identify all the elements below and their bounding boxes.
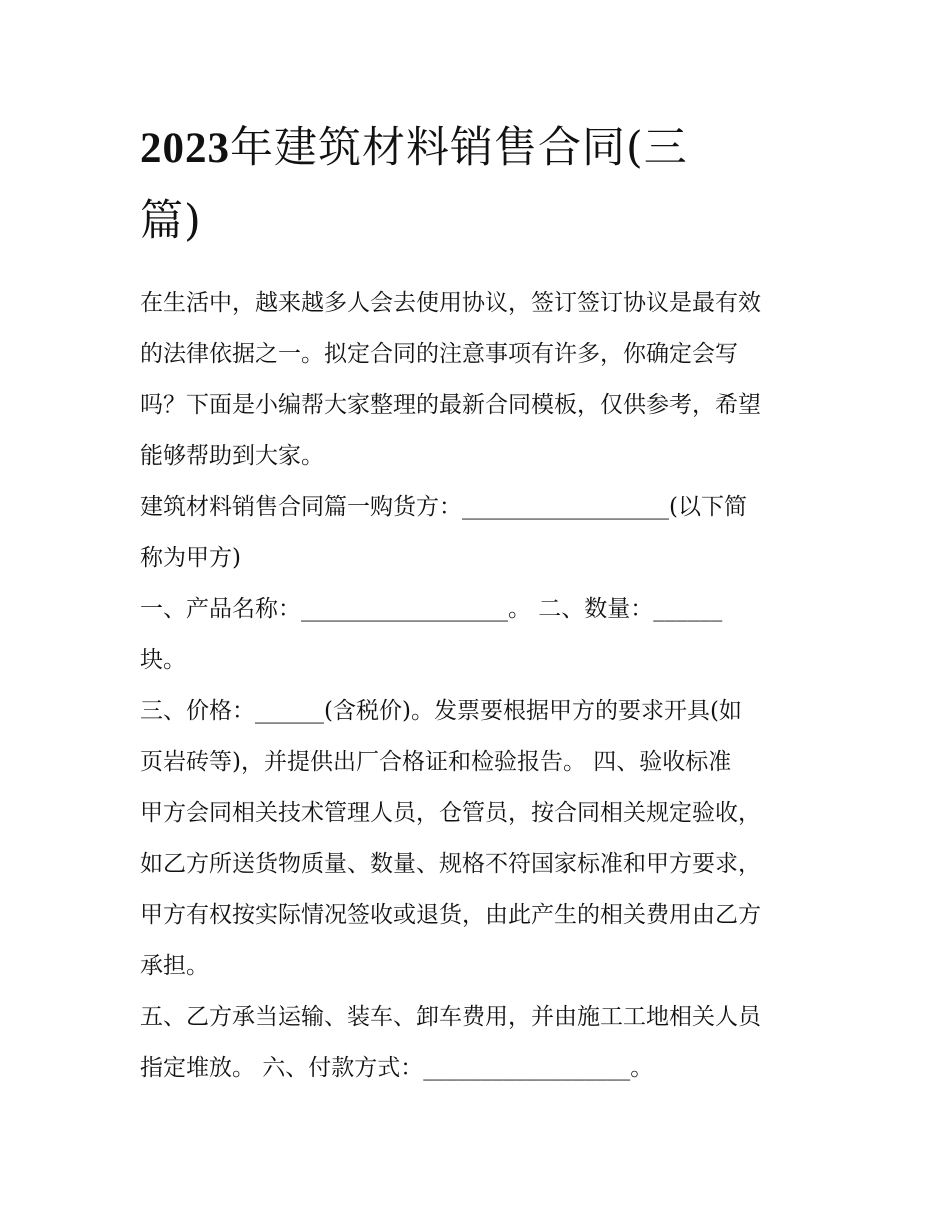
text-line: 吗？下面是小编帮大家整理的最新合同模板，仅供参考，希望	[140, 392, 761, 418]
price-acceptance-paragraph	[140, 686, 816, 992]
buyer-paragraph	[140, 482, 816, 584]
title-text-line2: 篇)	[140, 196, 202, 246]
intro-paragraph	[140, 278, 816, 482]
text-line: 指定堆放。 六、付款方式：__________________。	[140, 1055, 654, 1081]
text-line: 三、价格：______(含税价)。发票要根据甲方的要求开具(如	[140, 698, 742, 724]
transport-payment-paragraph	[140, 992, 816, 1094]
text-line: 五、乙方承当运输、装车、卸车费用，并由施工工地相关人员	[140, 1004, 761, 1030]
text-line: 块。	[140, 647, 186, 673]
text-line: 甲方有权按实际情况签收或退货，由此产生的相关费用由乙方	[140, 902, 761, 928]
text-line: 甲方会同相关技术管理人员，仓管员，按合同相关规定验收，	[140, 800, 761, 826]
document-body	[140, 278, 816, 1094]
text-line: 称为甲方)	[140, 545, 241, 571]
product-paragraph	[140, 584, 816, 686]
text-line: 如乙方所送货物质量、数量、规格不符国家标准和甲方要求，	[140, 851, 761, 877]
text-line: 能够帮助到大家。	[140, 443, 324, 469]
title-year: 2023	[140, 125, 230, 172]
title-text: 年建筑材料销售合同(三	[230, 123, 688, 173]
text-line: 一、产品名称：__________________。 二、数量：______	[140, 596, 723, 622]
text-line: 在生活中，越来越多人会去使用协议，签订签订协议是最有效	[140, 290, 761, 316]
text-line: 的法律依据之一。拟定合同的注意事项有许多，你确定会写	[140, 341, 738, 367]
document-title	[140, 112, 820, 257]
text-line: 承担。	[140, 953, 209, 979]
text-line: 建筑材料销售合同篇一购货方：__________________(以下简	[140, 494, 747, 520]
text-line: 页岩砖等)，并提供出厂合格证和检验报告。 四、验收标准	[140, 749, 732, 775]
